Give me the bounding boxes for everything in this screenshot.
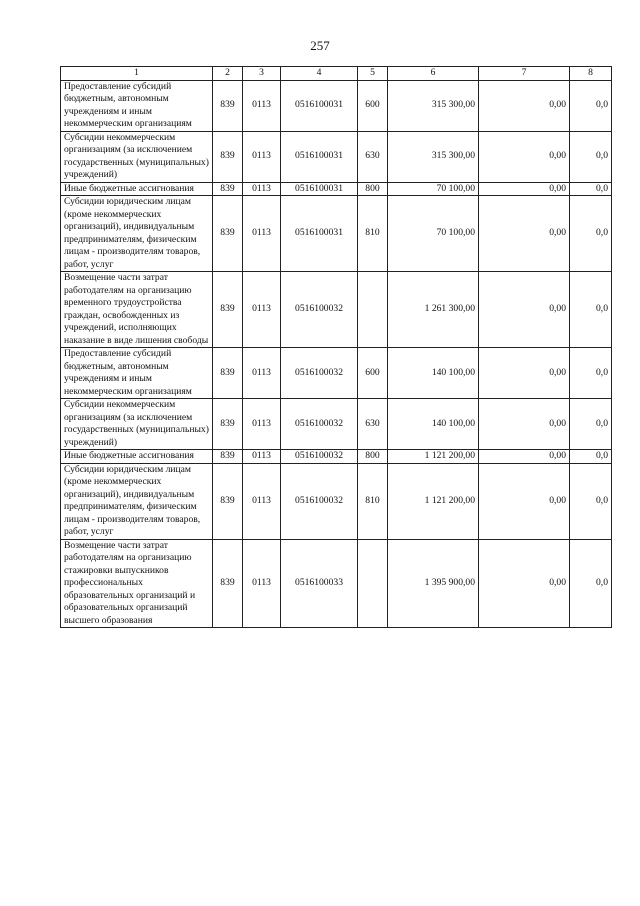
cell-section-code: 0113 xyxy=(243,80,281,131)
cell-section-code: 0113 xyxy=(243,539,281,628)
cell-name: Возмещение части затрат работодателям на организацию стажировки выпускников профессиональных образовательных организаций и образовательных организаций высшего образования xyxy=(61,539,213,628)
table-row xyxy=(61,196,612,272)
cell-target-article: 0516100032 xyxy=(281,399,358,450)
header-col-5: 5 xyxy=(358,67,388,81)
cell-expense-type: 600 xyxy=(358,348,388,399)
cell-expense-type: 630 xyxy=(358,399,388,450)
cell-amount: 1 121 200,00 xyxy=(388,450,479,464)
cell-amount: 70 100,00 xyxy=(388,196,479,272)
cell-grbs-code: 839 xyxy=(213,463,243,539)
cell-grbs-code: 839 xyxy=(213,272,243,348)
cell-amount: 1 395 900,00 xyxy=(388,539,479,628)
cell-col7: 0,00 xyxy=(479,463,570,539)
cell-section-code: 0113 xyxy=(243,450,281,464)
page-number: 257 xyxy=(310,38,330,53)
cell-name: Предоставление субсидий бюджетным, автономным учреждениям и иным некоммерческим организациям xyxy=(61,80,213,131)
cell-col7: 0,00 xyxy=(479,539,570,628)
cell-target-article: 0516100032 xyxy=(281,272,358,348)
cell-grbs-code: 839 xyxy=(213,450,243,464)
table-row xyxy=(61,463,612,539)
cell-name: Субсидии некоммерческим организациям (за исключением государственных (муниципальных) учреждений) xyxy=(61,131,213,182)
cell-col8: 0,0 xyxy=(570,196,612,272)
cell-target-article: 0516100033 xyxy=(281,539,358,628)
header-row xyxy=(61,67,612,81)
cell-name: Субсидии юридическим лицам (кроме некоммерческих организаций), индивидуальным предпринимателям, физическим лицам - производителям товаров, работ, услуг xyxy=(61,196,213,272)
table-row xyxy=(61,539,612,628)
cell-grbs-code: 839 xyxy=(213,348,243,399)
cell-expense-type: 810 xyxy=(358,196,388,272)
cell-target-article: 0516100032 xyxy=(281,463,358,539)
header-col-2: 2 xyxy=(213,67,243,81)
cell-amount: 315 300,00 xyxy=(388,131,479,182)
cell-section-code: 0113 xyxy=(243,399,281,450)
table-row xyxy=(61,348,612,399)
cell-target-article: 0516100031 xyxy=(281,182,358,196)
cell-section-code: 0113 xyxy=(243,131,281,182)
cell-col7: 0,00 xyxy=(479,450,570,464)
cell-col8: 0,0 xyxy=(570,272,612,348)
cell-col7: 0,00 xyxy=(479,348,570,399)
header-col-3: 3 xyxy=(243,67,281,81)
cell-target-article: 0516100031 xyxy=(281,131,358,182)
cell-col8: 0,0 xyxy=(570,539,612,628)
cell-grbs-code: 839 xyxy=(213,539,243,628)
cell-expense-type: 600 xyxy=(358,80,388,131)
table-body xyxy=(61,80,612,628)
cell-target-article: 0516100031 xyxy=(281,196,358,272)
header-col-1: 1 xyxy=(61,67,213,81)
cell-name: Иные бюджетные ассигнования xyxy=(61,182,213,196)
cell-amount: 140 100,00 xyxy=(388,348,479,399)
cell-amount: 70 100,00 xyxy=(388,182,479,196)
cell-section-code: 0113 xyxy=(243,272,281,348)
cell-col8: 0,0 xyxy=(570,131,612,182)
cell-col8: 0,0 xyxy=(570,348,612,399)
cell-section-code: 0113 xyxy=(243,463,281,539)
cell-grbs-code: 839 xyxy=(213,131,243,182)
cell-section-code: 0113 xyxy=(243,196,281,272)
cell-amount: 1 261 300,00 xyxy=(388,272,479,348)
cell-col7: 0,00 xyxy=(479,272,570,348)
table-row xyxy=(61,272,612,348)
cell-expense-type: 800 xyxy=(358,182,388,196)
cell-grbs-code: 839 xyxy=(213,80,243,131)
cell-amount: 315 300,00 xyxy=(388,80,479,131)
cell-name: Возмещение части затрат работодателям на организацию временного трудоустройства граждан, освобожденных из учреждений, исполняющих наказание в виде лишения свободы xyxy=(61,272,213,348)
table-row xyxy=(61,182,612,196)
cell-section-code: 0113 xyxy=(243,182,281,196)
cell-expense-type: 800 xyxy=(358,450,388,464)
cell-name: Иные бюджетные ассигнования xyxy=(61,450,213,464)
cell-grbs-code: 839 xyxy=(213,399,243,450)
cell-target-article: 0516100031 xyxy=(281,80,358,131)
header-col-6: 6 xyxy=(388,67,479,81)
cell-section-code: 0113 xyxy=(243,348,281,399)
cell-col8: 0,0 xyxy=(570,182,612,196)
cell-col8: 0,0 xyxy=(570,450,612,464)
header-col-8: 8 xyxy=(570,67,612,81)
cell-amount: 1 121 200,00 xyxy=(388,463,479,539)
cell-col7: 0,00 xyxy=(479,399,570,450)
table-row xyxy=(61,80,612,131)
cell-grbs-code: 839 xyxy=(213,182,243,196)
cell-target-article: 0516100032 xyxy=(281,348,358,399)
cell-grbs-code: 839 xyxy=(213,196,243,272)
cell-target-article: 0516100032 xyxy=(281,450,358,464)
cell-name: Предоставление субсидий бюджетным, автономным учреждениям и иным некоммерческим организациям xyxy=(61,348,213,399)
cell-col8: 0,0 xyxy=(570,80,612,131)
table-row xyxy=(61,450,612,464)
cell-expense-type xyxy=(358,539,388,628)
cell-amount: 140 100,00 xyxy=(388,399,479,450)
header-col-7: 7 xyxy=(479,67,570,81)
cell-expense-type: 810 xyxy=(358,463,388,539)
cell-col7: 0,00 xyxy=(479,131,570,182)
cell-col7: 0,00 xyxy=(479,196,570,272)
cell-col8: 0,0 xyxy=(570,463,612,539)
budget-table xyxy=(60,66,612,628)
cell-col7: 0,00 xyxy=(479,80,570,131)
cell-expense-type xyxy=(358,272,388,348)
cell-name: Субсидии юридическим лицам (кроме некоммерческих организаций), индивидуальным предпринимателям, физическим лицам - производителям товаров, работ, услуг xyxy=(61,463,213,539)
cell-col7: 0,00 xyxy=(479,182,570,196)
table-row xyxy=(61,131,612,182)
cell-expense-type: 630 xyxy=(358,131,388,182)
header-col-4: 4 xyxy=(281,67,358,81)
cell-name: Субсидии некоммерческим организациям (за исключением государственных (муниципальных) учреждений) xyxy=(61,399,213,450)
cell-col8: 0,0 xyxy=(570,399,612,450)
table-row xyxy=(61,399,612,450)
